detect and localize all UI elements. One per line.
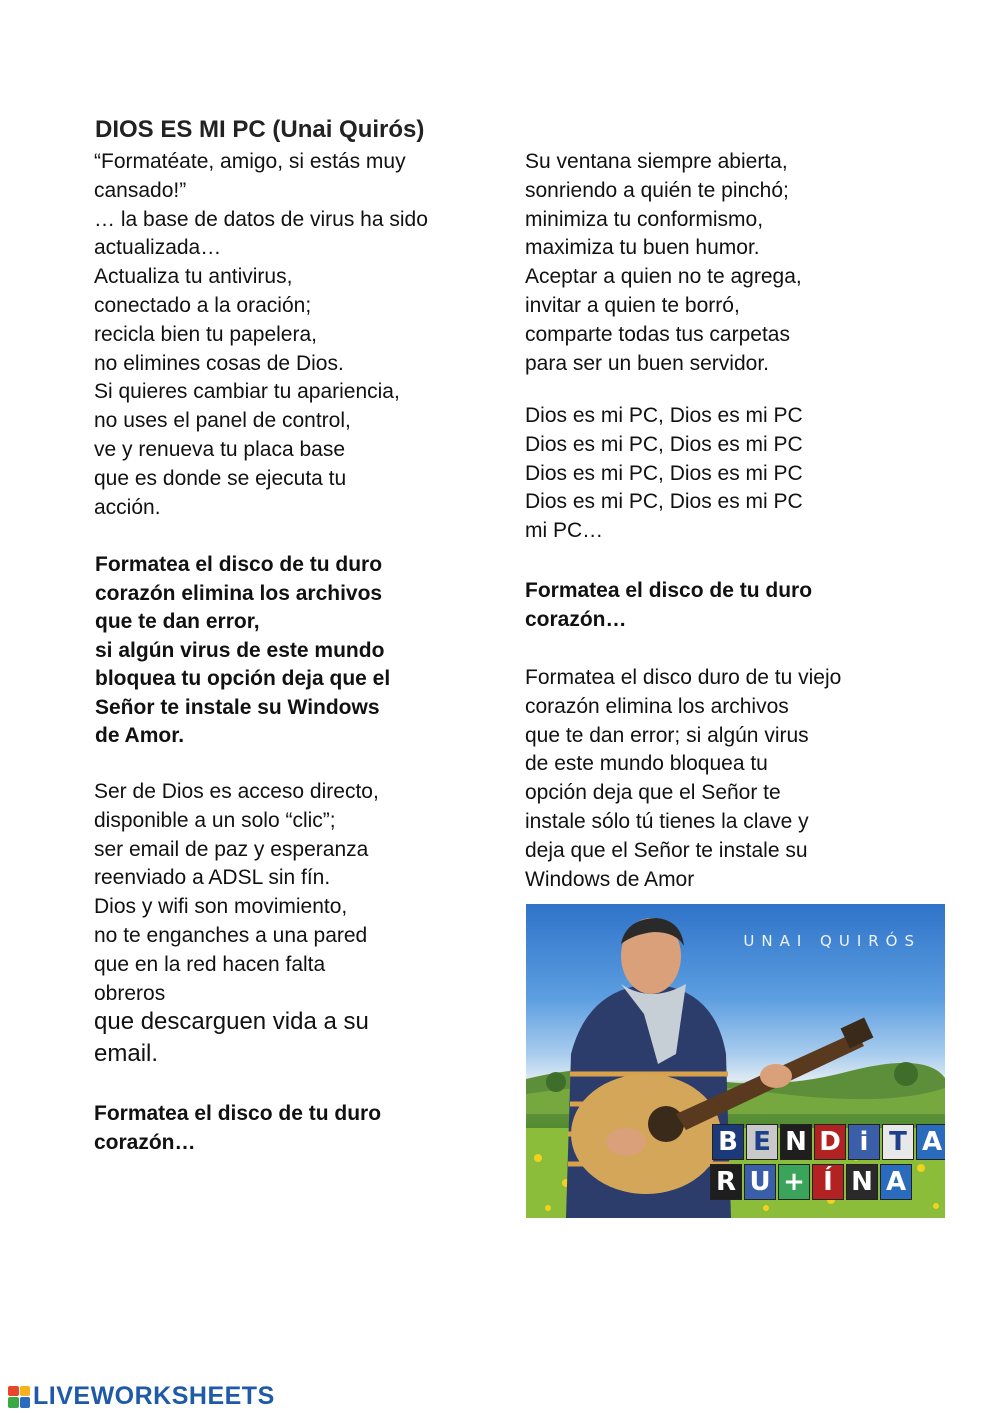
album-title-letter: T xyxy=(882,1124,914,1160)
lyric-line: minimiza tu conformismo, xyxy=(525,207,764,231)
lyric-line: que es donde se ejecuta tu xyxy=(94,466,347,490)
lyric-line: invitar a quien te borró, xyxy=(525,293,740,317)
liveworksheets-logo-icon xyxy=(8,1386,30,1408)
lyric-line: “Formatéate, amigo, si estás muy xyxy=(94,150,406,173)
album-title-letter: U xyxy=(744,1164,776,1200)
lyric-line: de este mundo bloquea tu xyxy=(525,752,768,776)
album-title-letter: N xyxy=(780,1124,812,1160)
album-title-letter: B xyxy=(712,1124,744,1160)
album-title xyxy=(712,1124,943,1204)
chorus-1 xyxy=(95,551,390,751)
lyric-line: Ser de Dios es acceso directo, xyxy=(94,780,379,803)
lyric-line: para ser un buen servidor. xyxy=(525,351,769,375)
lyric-line: conectado a la oración; xyxy=(94,293,312,317)
album-title-row-1 xyxy=(712,1124,943,1160)
lyric-line: maximiza tu buen humor. xyxy=(525,236,760,260)
lyric-line: Su ventana siempre abierta, xyxy=(525,150,788,173)
lyric-line: Dios es mi PC, Dios es mi PC xyxy=(525,404,803,427)
logo-square xyxy=(20,1386,31,1397)
lyric-line: … la base de datos de virus ha sido xyxy=(94,207,428,231)
lyric-line: Formatea el disco de tu duro xyxy=(94,1102,382,1125)
album-title-letter: R xyxy=(710,1164,742,1200)
lyric-line: recicla bien tu papelera, xyxy=(94,322,317,346)
chorus-2 xyxy=(94,1100,381,1157)
lyric-line: ser email de paz y esperanza xyxy=(94,837,369,861)
lyric-line: Dios es mi PC, Dios es mi PC xyxy=(525,461,803,485)
lyric-line: Si quieres cambiar tu apariencia, xyxy=(94,380,400,404)
refrain xyxy=(525,402,803,546)
lyric-line: que te dan error; si algún virus xyxy=(525,723,809,747)
album-title-letter: Í xyxy=(812,1164,844,1200)
lyric-line: no elimines cosas de Dios. xyxy=(94,351,344,375)
lyric-line: corazón elimina los archivos xyxy=(95,581,383,605)
album-title-row-2 xyxy=(710,1164,927,1200)
lyric-line: instale sólo tú tienes la clave y xyxy=(525,809,809,833)
chorus-3 xyxy=(525,577,812,634)
footer-brand xyxy=(8,1382,275,1411)
lyric-line: Formatea el disco de tu duro xyxy=(95,553,383,576)
verse-2 xyxy=(94,778,379,1008)
verse-2-end xyxy=(94,1006,369,1070)
lyric-line: reenviado a ADSL sin fín. xyxy=(94,866,331,890)
lyric-line: que descarguen vida a su xyxy=(94,1008,369,1035)
lyric-line: que te dan error, xyxy=(95,610,260,633)
lyric-line: Señor te instale su Windows xyxy=(95,695,380,719)
lyric-line: ve y renueva tu placa base xyxy=(94,437,345,461)
album-title-letter: + xyxy=(778,1164,810,1200)
lyric-line: Dios y wifi son movimiento, xyxy=(94,895,348,919)
album-title-letter: E xyxy=(746,1124,778,1160)
lyric-line: opción deja que el Señor te xyxy=(525,781,781,805)
lyric-line: corazón… xyxy=(525,607,627,631)
lyric-line: Formatea el disco de tu duro xyxy=(525,579,813,602)
final-verse xyxy=(525,664,841,894)
album-title-letter: i xyxy=(848,1124,880,1160)
logo-square xyxy=(8,1397,19,1408)
album-title-letter: A xyxy=(916,1124,945,1160)
lyric-line: corazón elimina los archivos xyxy=(525,694,789,718)
lyric-line: Actualiza tu antivirus, xyxy=(94,265,293,289)
lyric-line: email. xyxy=(94,1040,159,1067)
album-title-letter: A xyxy=(880,1164,912,1200)
lyric-line: bloquea tu opción deja que el xyxy=(95,667,391,690)
album-artist: UNAI QUIRÓS xyxy=(743,932,921,950)
verse-3 xyxy=(525,148,802,378)
lyric-line: Dios es mi PC, Dios es mi PC xyxy=(525,432,803,456)
lyric-line: deja que el Señor te instale su xyxy=(525,838,808,862)
footer-brand-text: LIVEWORKSHEETS xyxy=(33,1382,275,1410)
logo-square xyxy=(8,1386,19,1397)
lyric-line: Aceptar a quien no te agrega, xyxy=(525,265,802,289)
lyric-line: comparte todas tus carpetas xyxy=(525,322,790,346)
lyric-line: si algún virus de este mundo xyxy=(95,638,385,662)
lyric-line: no te enganches a una pared xyxy=(94,923,368,947)
lyric-line: Dios es mi PC, Dios es mi PC xyxy=(525,490,803,514)
lyric-line: obreros xyxy=(94,981,166,1005)
lyric-line: mi PC… xyxy=(525,519,604,543)
lyric-line: sonriendo a quién te pinchó; xyxy=(525,178,789,202)
album-title-letter: N xyxy=(846,1164,878,1200)
lyric-line: Formatea el disco duro de tu viejo xyxy=(525,666,842,689)
lyric-line: de Amor. xyxy=(95,724,185,747)
lyric-line: que en la red hacen falta xyxy=(94,952,326,976)
album-title-letter: D xyxy=(814,1124,846,1160)
lyric-line: actualizada… xyxy=(94,236,222,260)
verse-1 xyxy=(94,148,428,522)
lyric-line: cansado!” xyxy=(94,178,187,202)
album-cover xyxy=(526,904,945,1218)
lyric-line: no uses el panel de control, xyxy=(94,409,351,433)
lyric-line: corazón… xyxy=(94,1130,196,1154)
lyric-line: disponible a un solo “clic”; xyxy=(94,808,336,832)
logo-square xyxy=(20,1397,31,1408)
song-title: DIOS ES MI PC (Unai Quirós) xyxy=(95,116,425,143)
lyric-line: Windows de Amor xyxy=(525,867,695,891)
lyric-line: acción. xyxy=(94,495,161,519)
